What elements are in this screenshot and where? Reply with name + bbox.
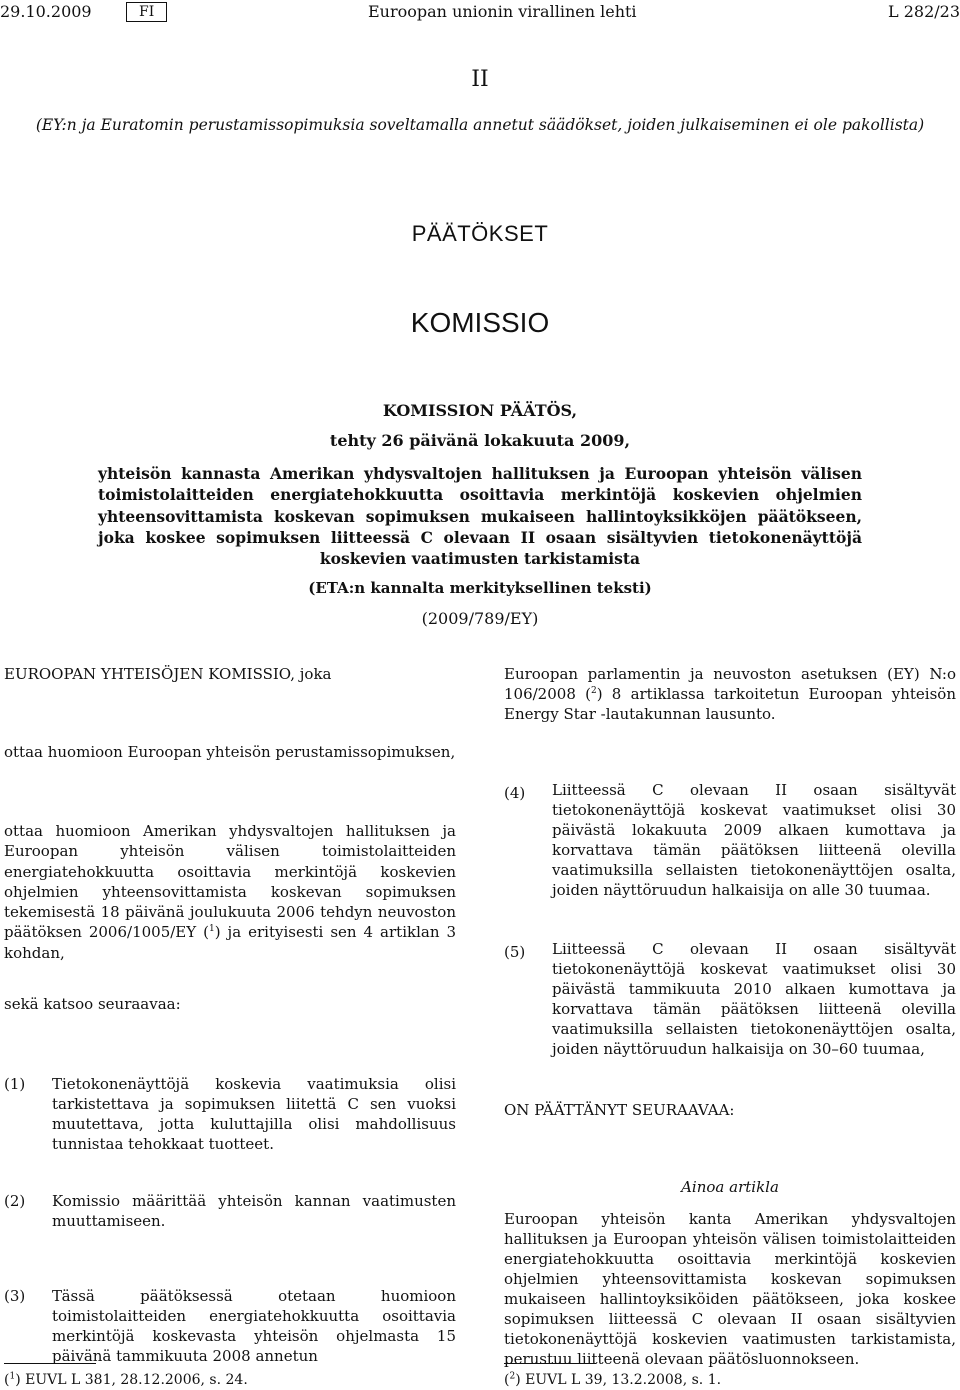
having-regard-treaty: ottaa huomioon Euroopan yhteisön perustamissopimuksen, (4, 743, 456, 761)
article-text: Euroopan yhteisön kanta Amerikan yhdysvaltojen hallituksen ja Euroopan yhteisön välisen toimistolaitteiden energiatehokkuutta osoittavia merkintöjä koskevien ohjelmien yhteensovittamista koskevan sopimuksen mukaiseen hallintoyksiköiden päätökseen, joka koskee sopimuksen liitteessä C olevaan II osaan sisältyvien tietokonenäyttöjä koskevien vaatimusten tarkistamista, perustuu liitteenä olevaan päätösluonnokseen. (504, 1210, 956, 1368)
footnote-2-ref: 2 (509, 1371, 516, 1382)
language-badge: FI (126, 2, 167, 22)
recital-text: Liitteessä C olevaan II osaan sisältyvät tietokonenäyttöjä koskevat vaatimukset olisi 30 päivästä tammikuuta 2010 alkaen kumottava ja korvattava tämän päätöksen liitteenä olevilla vaatimuksilla sellaisten tietokonenäyttöjen osalta, joiden näyttöruudun halkaisija on 30–60 tuumaa, (552, 940, 956, 1058)
having-regard-text: ottaa huomioon Amerikan yhdysvaltojen hallituksen ja Euroopan yhteisön välisen toimistolaitteiden energiatehokkuutta osoittavia merkintöjä koskevien ohjelmien yhteensovittamista koskevan sopimuksen tekemisestä 18 päivänä joulukuuta 2006 tehdyn neuvoston päätöksen 2006/1005/EY ( (4, 822, 456, 942)
footnote-divider (504, 1363, 596, 1364)
eea-relevance: (ETA:n kannalta merkityksellinen teksti) (308, 579, 652, 597)
recital-text: Tietokonenäyttöjä koskevia vaatimuksia olisi tarkistettava ja sopimuksen liitettä C sen vuoksi muutettava, jotta kuluttajilla olisi mahdollisuus tunnistaa tehokkaat tuotteet. (52, 1075, 456, 1153)
having-regard-council-decision (4, 821, 456, 963)
recital-text: Komissio määrittää yhteisön kannan vaatimusten muuttamiseen. (52, 1192, 456, 1230)
page-header (0, 2, 960, 24)
journal-title: Euroopan unionin virallinen lehti (368, 2, 637, 21)
article-title: Ainoa artikla (681, 1178, 779, 1196)
part-note: (EY:n ja Euratomin perustamissopimuksia soveltamalla annetut säädökset, joiden julkaiseminen ei ole pakollista) (35, 116, 925, 134)
publication-date: 29.10.2009 (0, 2, 92, 21)
footnote-1: ($^1$) EUVL L 381, 28.12.2006, s. 24. (4, 1371, 248, 1388)
regulation-text: Euroopan parlamentin ja neuvoston asetuksen (EY) N:o 106/2008 ( (504, 665, 956, 703)
recital-number: (2) (4, 1192, 26, 1210)
footnote-2-text: EUVL L 39, 13.2.2008, s. 1. (525, 1372, 722, 1388)
recital-number: (3) (4, 1287, 26, 1305)
whereas-intro: sekä katsoo seuraavaa: (4, 995, 181, 1013)
commission-preamble: EUROOPAN YHTEISÖJEN KOMISSIO, joka (4, 665, 332, 683)
footnote-marker-1[interactable]: 1 (208, 924, 215, 935)
recital-text: Liitteessä C olevaan II osaan sisältyvät tietokonenäyttöjä koskevat vaatimukset olisi 30 päivästä lokakuuta 2009 alkaen kumottava ja korvattava tämän päätöksen liitteenä olevilla vaatimuksilla sellaisten tietokonenäyttöjen osalta, joiden näyttöruudun halkaisija on alle 30 tuumaa. (552, 781, 956, 899)
decision-title: KOMISSION PÄÄTÖS, (382, 401, 578, 420)
footnote-1-ref: 1 (9, 1371, 16, 1382)
decided-heading: ON PÄÄTTÄNYT SEURAAVAA: (504, 1101, 735, 1119)
section-heading: PÄÄTÖKSET (411, 221, 549, 246)
part-heading: II (471, 67, 489, 92)
footnote-divider (4, 1363, 96, 1364)
decision-date: tehty 26 päivänä lokakuuta 2009, (329, 431, 631, 450)
having-regard-text-end: ) ja erityisesti sen 4 artiklan 3 kohdan, (4, 923, 456, 962)
recital-number: (4) (504, 784, 526, 802)
decision-reference: (2009/789/EY) (421, 609, 539, 628)
recital-number: (5) (504, 943, 526, 961)
institution-heading: KOMISSIO (410, 307, 550, 338)
footnote-2: ($^2$) EUVL L 39, 13.2.2008, s. 1. (504, 1371, 722, 1388)
regulation-continuation (504, 664, 956, 724)
footnote-1-text: EUVL L 381, 28.12.2006, s. 24. (25, 1372, 248, 1388)
recital-number: (1) (4, 1075, 26, 1093)
recital-text: Tässä päätöksessä otetaan huomioon toimistolaitteiden energiatehokkuutta osoittavia merkintöjä koskevasta yhteisön ohjelmasta 15 päivänä tammikuuta 2008 annetun (52, 1287, 456, 1365)
decision-subject: yhteisön kannasta Amerikan yhdysvaltojen hallituksen ja Euroopan yhteisön välisen toimistolaitteiden energiatehokkuutta osoittavia merkintöjä koskevien ohjelmien yhteensovittamista koskevan sopimuksen mukaiseen hallintoyksikköjen päätökseen, joka koskee sopimuksen liitteessä C olevaan II osaan sisältyvien tietokonenäyttöjä koskevien vaatimusten tarkistamista (98, 464, 862, 569)
page-reference: L 282/23 (888, 2, 960, 21)
regulation-text-end: ) 8 artiklassa tarkoitetun Euroopan yhteisön Energy Star -lautakunnan lausunto. (504, 685, 956, 723)
footnote-marker-2[interactable]: 2 (590, 686, 597, 696)
